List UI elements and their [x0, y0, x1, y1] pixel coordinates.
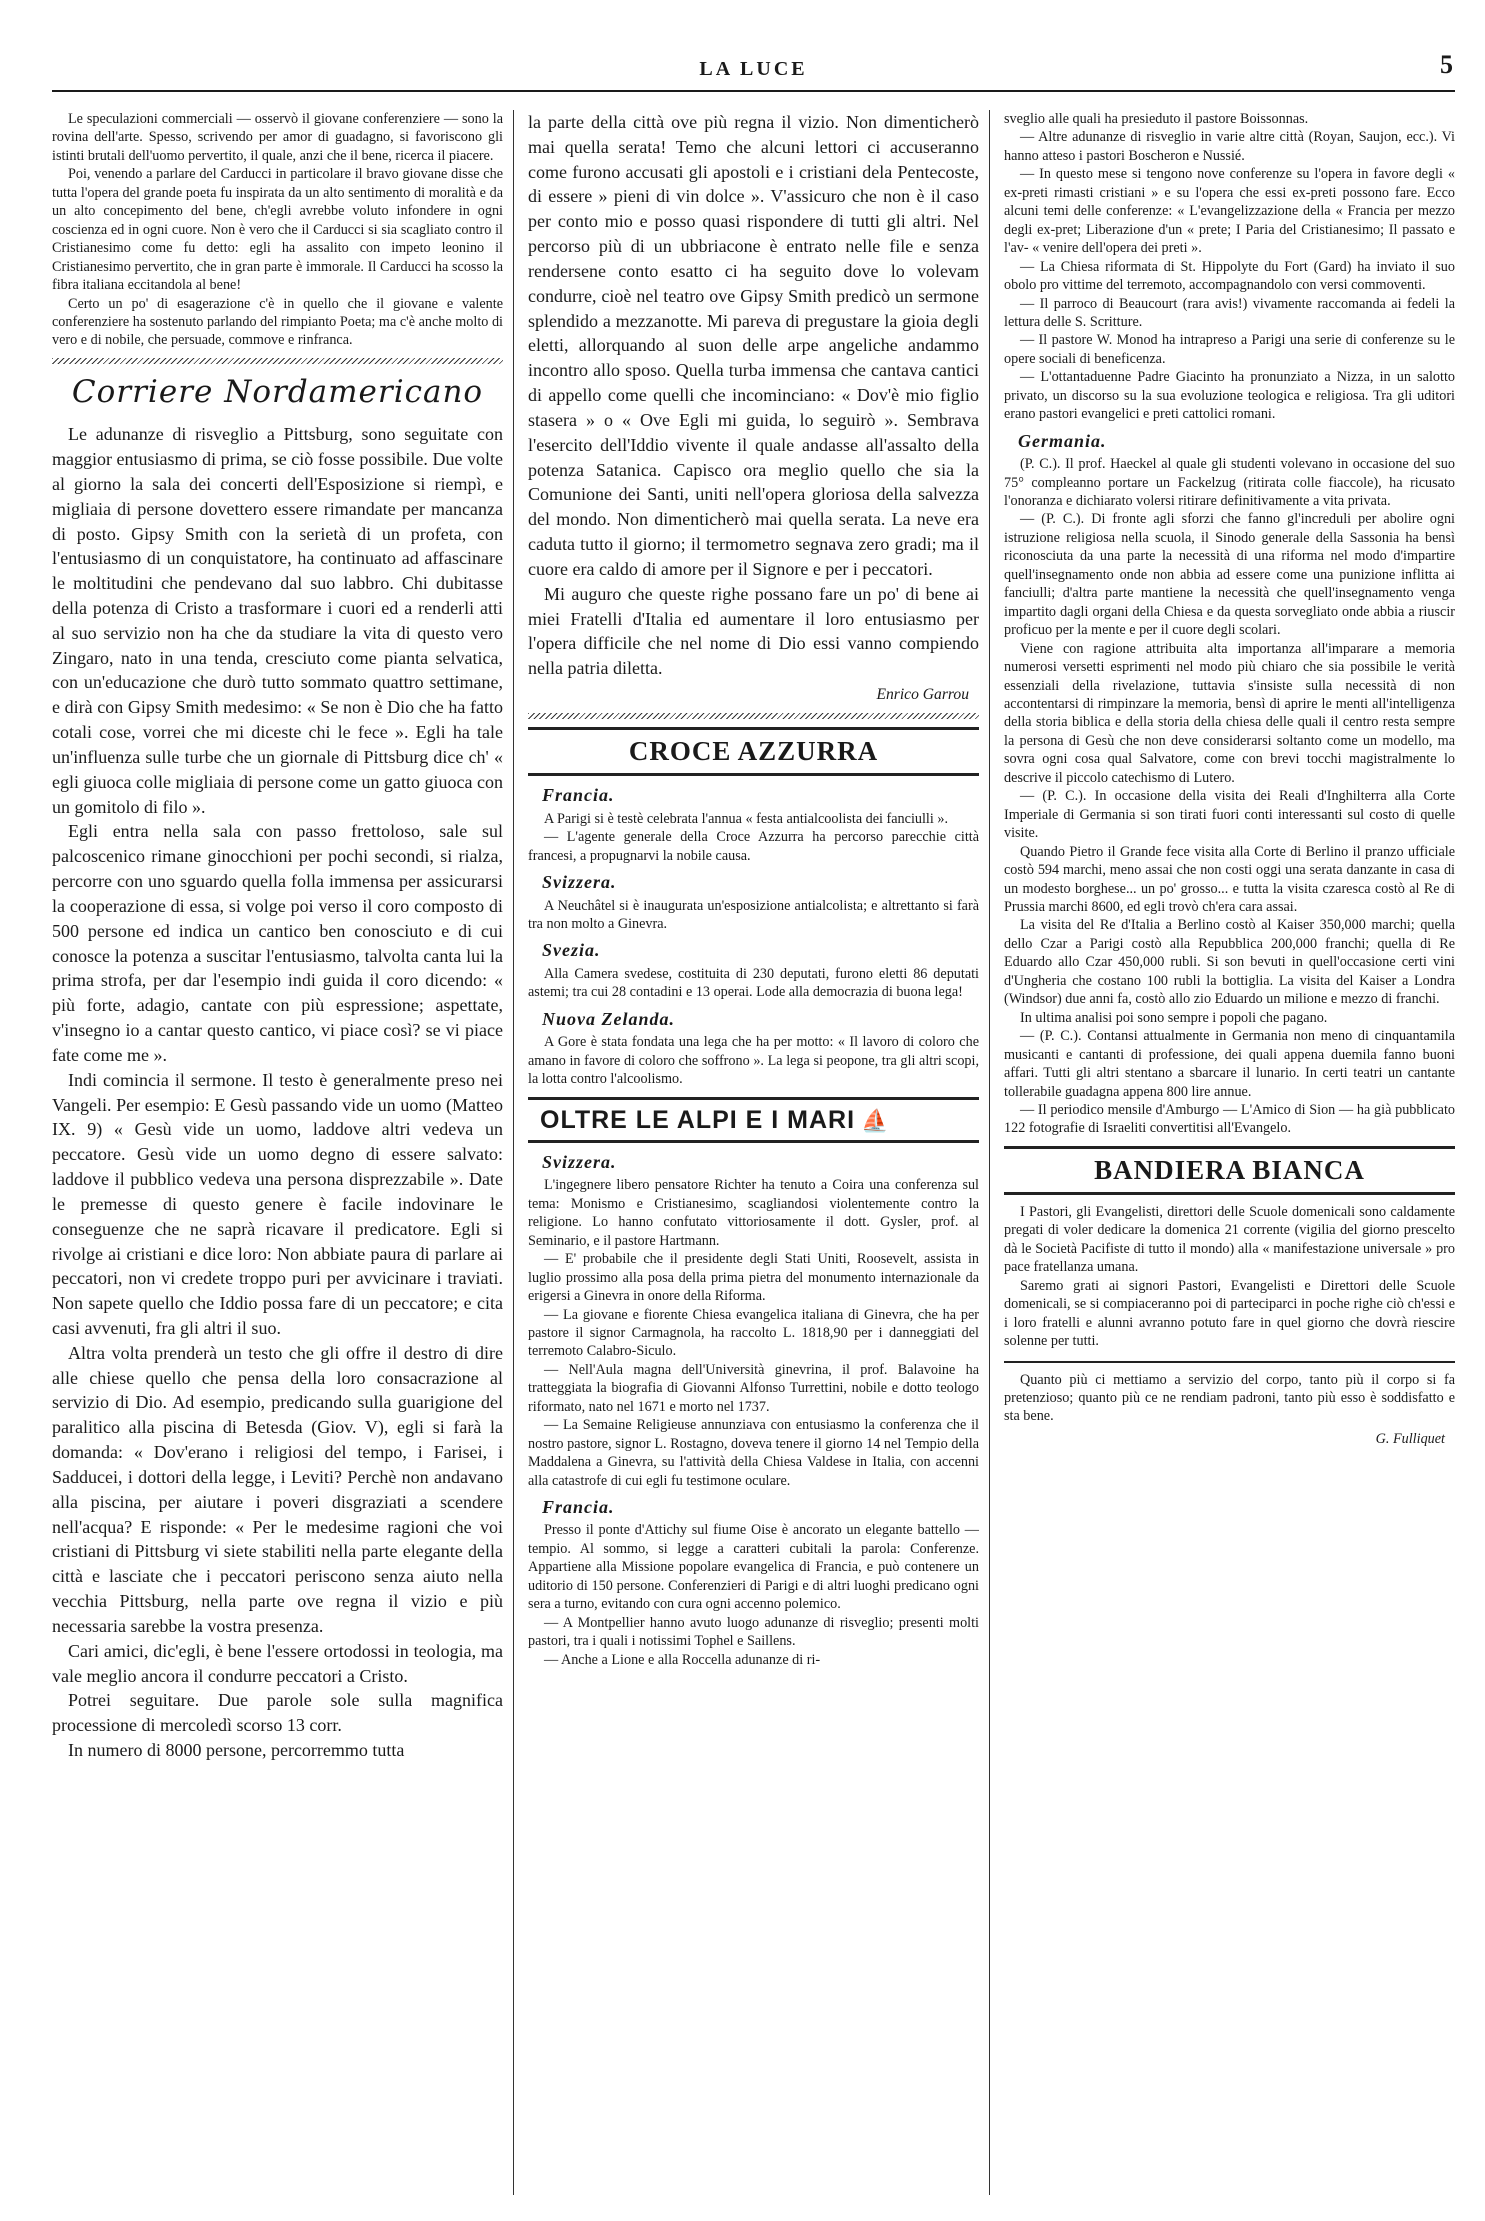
paragraph: Cari amici, dic'egli, è bene l'essere ortodossi in teologia, ma vale meglio ancora il condurre peccatori a Cristo.	[52, 1640, 503, 1686]
page-number: 5	[1440, 50, 1453, 79]
newspaper-title: LA LUCE	[699, 58, 808, 80]
oltre-heading-text: OLTRE LE ALPI E I MARI	[540, 1105, 856, 1134]
paragraph: Altra volta prenderà un testo che gli offre il destro di dire alle chiese quello che pensa della loro consacrazione al servizio di Dio. Ad esempio, predicando sulla guarigione del paralitico alla piscina di Betesda (Giov. V), egli si farà la domanda: « Dov'erano i religiosi del tempo, i Farisei, i Sadducei, i dottori della legge, i Leviti? Perchè non andavano alla piscina, per aiutare i poveri disgraziati a scendere nell'acqua? E risponde: « Per le medesime ragioni che voi cristiani di Pittsburg vi siete stabiliti nella parte elegante della città e lasciate che i peccatori periscono senza aiuto nella vecchia Pittsburg, nella parte ove regna il vizio e più necessaria sarebbe la vostra presenza.	[52, 1342, 503, 1636]
oltre-section	[528, 1151, 979, 1669]
signature: Enrico Garrou	[876, 686, 969, 704]
news-item: L'ingegnere libero pensatore Richter ha tenuto a Coira una conferenza sul tema: Monismo e Cristianesimo, scagliandosi violentemente contro la religione. Lo hanno confutato vittoriosamente il dott. Gysler, prof. al Seminario, e il pastore Hartmann.	[528, 1177, 979, 1249]
quote-box	[1004, 1361, 1455, 1449]
country-heading: Francia.	[542, 785, 615, 806]
news-item: — Altre adunanze di risveglio in varie altre città (Royan, Saujon, ecc.). Vi hanno atteso i pastori Boscheron e Nussié.	[1004, 129, 1455, 164]
news-item: Quando Pietro il Grande fece visita alla Corte di Berlino il pranzo ufficiale costò 594 marchi, meno assai che non costi oggi una serata danzante in casa di un modesto borghese... un po' grosso... e tutta la visita czaresca costò al Re di Prussia marchi 8600, ed egli trovò ch'era cara assai.	[1004, 843, 1455, 915]
news-item: — L'agente generale della Croce Azzurra ha percorso parecchie città francesi, a propugnarvi la nobile causa.	[528, 829, 979, 864]
country-heading: Nuova Zelanda.	[542, 1008, 675, 1029]
carducci-article	[52, 110, 503, 350]
country-heading: Germania.	[1018, 430, 1107, 451]
news-item: Viene con ragione attribuita alta importanza all'imparare a memoria numerosi versetti esprimenti nel modo più chiaro che sia possibile le verità essenziali della rivelazione, tuttavia s'insiste sulla necessità di non accontentarsi di rimpinzare la memoria, bensì di aprire le menti all'intelligenza della storia biblica e della storia della chiesa delle quali il centro resta sempre la persona di Gesù che non deve considerarsi soltanto come un modello, ma sovra ogni cosa qual Salvatore, come con brevi tocchi magistralmente lo descrive il piccolo catechismo di Lutero.	[1004, 640, 1455, 786]
paragraph: Le speculazioni commerciali — osservò il giovane conferenziere — sono la rovina dell'arte. Spesso, scrivendo per amor di guadagno, si favoriscono gli istinti brutali dell'uomo pervertito, il quale, anzi che il bene, ricerca il piacere.	[52, 111, 503, 164]
news-item: — L'ottantaduenne Padre Giacinto ha pronunziato a Nizza, in un salotto privato, un discorso su la sua evoluzione teologica e religiosa. Tra gli uditori erano pastori evangelici e preti cattolici romani.	[1004, 369, 1455, 423]
masthead	[52, 50, 1455, 92]
paragraph: Mi auguro che queste righe possano fare un po' di bene ai miei Fratelli d'Italia ed aumentare il loro entusiasmo per l'opera difficile che nel nome di Dio essi vanno compiendo nella patria diletta.	[528, 583, 979, 679]
news-item: Presso il ponte d'Attichy sul fiume Oise è ancorato un elegante battello — tempio. Al sommo, si legge a caratteri cubitali la parola: Conferenze. Appartiene alla Missione popolare evangelica di Francia, e può contenere un uditorio di 150 persone. Conferenzieri di Parigi e di altri luoghi predicano ogni sera a turno, evitando con cura ogni accenno polemico.	[528, 1522, 979, 1613]
country-heading: Svezia.	[542, 940, 601, 961]
country-heading: Svizzera.	[542, 872, 617, 893]
news-item: — Anche a Lione e alla Roccella adunanze di ri-	[544, 1651, 821, 1668]
paragraph: la parte della città ove più regna il vizio. Non dimenticherò mai quella serata! Temo che alcuni lettori ci accuseranno come furono accusati gli apostoli e i cristiani dela Pentecoste, di essere » pieni di vin dolce ». V'assicuro che non è il caso per conto mio e posso quasi rispondere di tutti gli altri. Nel percorso più di un ubbriacone è entrato nelle file e senza rendersene conto esatto ci ha seguito dove lo volevam condurre, cioè nel teatro ove Gipsy Smith predicò un sermone splendido a mezzanotte. Mi pareva di pregustare la gioia degli eletti, allorquando al suon delle arpe angeliche andammo incontro allo sposo. Quella turba immensa che cantava cantici di appello come quelli che incominciano: « Dov'è mio figlio stasera » o « Ove Egli mi guida, lo seguirò ». Sembrava l'esercito dell'Iddio vivente il quale andasse all'assalto della potenza Satanica. Capisco ora meglio quello che sia la Comunione dei Santi, uniti nell'opera gloriosa della salvezza del mondo. Non dimenticherò mai quella serata. La neve era caduta tutto il giorno; il termometro segnava zero gradi; ma il cuore era caldo di amore per il Signore e per i peccatori.	[528, 112, 979, 579]
paragraph: Poi, venendo a parlare del Carducci in particolare il bravo giovane disse che tutta l'opera del grande poeta fu inspirata da un alto sentimento di moralità e da un alto concepimento del bene, ch'egli avrebbe voluto infondere in ogni coscienza ed in ogni cuore. Non è vero che il Carducci si sia scagliato contro il Cristianesimo come fu detto: egli ha assalito con impeto leonino il Cristianesimo pervertito, che in gran parte è immorale. Il Carducci ha scosso la fibra italiana eccitandola al bene!	[52, 166, 503, 294]
news-item: — La Chiesa riformata di St. Hippolyte du Fort (Gard) ha inviato il suo obolo pro vittime del terremoto, accompagnandolo con versi commoventi.	[1004, 258, 1455, 294]
paragraph: I Pastori, gli Evangelisti, direttori delle Scuole domenicali sono caldamente pregati di voler dedicare la domenica 21 corrente (vigilia del giorno prescelto dà le Società Pacifiste di tutto il mondo) alla « manifestazione universale » pro pace fratellanza umana.	[1004, 1203, 1455, 1276]
news-item: — In questo mese si tengono nove conferenze su l'opera in favore degli « ex-preti rimasti cristiani » e su l'opera che essi ex-preti possono fare. Ecco alcuni temi delle conferenze: « L'evangelizzazione della « Francia per mezzo degli ex-pret; Liberazione d'un « prete; I Paria del Cristianesimo; Il passato e l'av- « venire dell'opera dei preti ».	[1004, 166, 1455, 257]
quote-text: Quanto più ci mettiamo a servizio del corpo, tanto più il corpo si fa pretenzioso; quanto più ce ne rendiam padroni, tanto più esso è soddisfatto e sta bene.	[1004, 1371, 1455, 1425]
news-item: — (P. C.). Di fronte agli sforzi che fanno gl'increduli per abolire ogni istruzione religiosa nella scuola, il Sinodo generale della Sassonia ha bensì riconosciuta da una parte la necessità di una riforma nel modo d'impartire quell'insegnamento onde non abbia ad essere come una punizione inflitta ai fanciulli; d'altra parte mantiene la necessità che quell'insegnamento venga impartito dagli organi della Chiesa e da questa sorvegliato onde abbia a riuscir proficuo per la mente e per il cuore degli scolari.	[1004, 511, 1455, 639]
news-item: A Neuchâtel si è inaugurata un'esposizione antialcolista; e altrettanto si farà tra non molto a Ginevra.	[528, 897, 979, 932]
corriere-article	[52, 422, 503, 1763]
news-item: — La giovane e fiorente Chiesa evangelica italiana di Ginevra, che ha per pastore il signor Carmagnola, ha raccolto L. 1818,90 per i danneggiati del terremoto Calabro-Siculo.	[528, 1306, 979, 1360]
news-item: In ultima analisi poi sono sempre i popoli che pagano.	[1020, 1009, 1328, 1026]
news-item: — La Semaine Religieuse annunziava con entusiasmo la conferenza che il nostro pastore, signor L. Rostagno, doveva tenere il giorno 14 nel Tempio della Maddalena a Ginevra, su l'attività della Chiesa Valdese in Italia, con accenni alla catastrofe di cui egli fu testimone oculare.	[528, 1417, 979, 1489]
column-1	[52, 110, 514, 2195]
news-item: A Gore è stata fondata una lega che ha per motto: « Il lavoro di coloro che amano in favore di coloro che soffrono ». La lega si peopone, tra gli altri scopi, la lotta contro l'alcoolismo.	[528, 1034, 979, 1088]
news-item: sveglio alle quali ha presieduto il pastore Boissonnas.	[1004, 111, 1309, 127]
paragraph: Indi comincia il sermone. Il testo è generalmente preso nei Vangeli. Per esempio: E Gesù passando vide un uomo (Matteo IX. 9) « Gesù vide un uomo, laddove altri vedeva un peccatore. Gesù vide un uomo degno di essere salvato: laddove il pubblico vedeva una persona disprezzabile ». Date le premesse di questo genere è facile indovinare le conseguenze che ne saprà ricavare il predicatore. Egli si rivolge ai cristiani e dice loro: Non abbiate paura di parlare ai peccatori, non vi credete troppo puri per avvicinare i traviati. Non sapete quello che Iddio possa fare di un peccatore; e cita casi avvenuti, fra gli altri il suo.	[52, 1069, 503, 1338]
bandiera-bianca-heading: BANDIERA BIANCA	[1004, 1146, 1455, 1195]
oltre-heading	[528, 1097, 979, 1144]
country-heading: Francia.	[542, 1497, 615, 1518]
paragraph: Saremo grati ai signori Pastori, Evangelisti e Direttori delle Scuole domenicali, se si compiaceranno poi di parteciparci in poche righe ciò ch'essi e i loro fratelli e alunni avranno potuto fare in quel giorno che dovrà riescire solenne per tutti.	[1004, 1277, 1455, 1350]
paragraph: Le adunanze di risveglio a Pittsburg, sono seguitate con maggior entusiasmo di prima, se ciò fosse possibile. Due volte al giorno la sala dei concerti dell'Esposizione si riempì, e migliaia di persone dovettero essere rimandate per mancanza di posto. Gipsy Smith con la serietà di un profeta, con l'entusiasmo di un conquistatore, ha continuato ad affascinare le moltitudini che pendevano dal suo labbro. Chi dubitasse della potenza di Cristo a trasformare i cuori ed a renderli atti al suo servizio non ha che da studiare la vita di questo vero Zingaro, nato in una tenda, cresciuto come pianta selvatica, con un'educazione che durò tutto sommato quattro settimane, e dirà con Gipsy Smith medesimo: « Se non è Dio che ha fatto cotali cose, vorrei che mi diceste chi le fece ». Egli ha tale un'influenza sulle turbe che un giornale di Pittsburg dice ch' « egli giuoca colle migliaia di persone come un gatto giuoca con un gomitolo di filo ».	[52, 424, 503, 817]
columns	[52, 110, 1455, 2195]
ship-icon: ⛵	[861, 1107, 890, 1133]
wavy-divider	[52, 358, 503, 364]
wavy-divider	[528, 713, 979, 719]
news-item: La visita del Re d'Italia a Berlino costò al Kaiser 350,000 marchi; quella dello Czar a Parigi costò alla Repubblica 200,000 franchi; quella di Re Eduardo allo Czar 450,000 rubli. Si son bevuti in quell'occasione certi vini d'Ungheria che costano 100 rubli la bottiglia. La visita del Kaiser a Londra (Windsor) due anni fa, costò allo zio Eduardo un milione e mezzo di franchi.	[1004, 917, 1455, 1008]
paragraph: Certo un po' di esagerazione c'è in quello che il giovane e valente conferenziere ha sostenuto parlando del rimpianto Poeta; ma c'è anche molto di vero e di nobile, che persuade, commove e rinfranca.	[52, 295, 503, 349]
news-item: A Parigi si è testè celebrata l'annua « festa antialcoolista dei fanciulli ».	[544, 810, 948, 827]
news-item: Alla Camera svedese, costituita di 230 deputati, furono eletti 86 deputati astemi; tra cui 28 contadini e 13 operai. Lode alla democrazia di buona lega!	[528, 965, 979, 1001]
news-item: — Il pastore W. Monod ha intrapreso a Parigi una serie di conferenze su le opere sociali di beneficenza.	[1004, 332, 1455, 367]
news-item: (P. C.). Il prof. Haeckel al quale gli studenti volevano in occasione del suo 75° compleanno portare un Fackelzug (ritirata colle fiaccole), ha ricusato l'onoranza e dichiarato volersi ritirare definitivamente a vita privata.	[1004, 456, 1455, 509]
corriere-heading: Corriere Nordamericano	[71, 373, 484, 410]
paragraph: Egli entra nella sala con passo frettoloso, sale sul palcoscenico rimane ginocchioni per pochi secondi, si rialza, percorre con uno sguardo quella folla immensa per assicurarsi la cooperazione di essa, si volge poi verso il coro composto di 500 persone ed indica un cantico ben conosciuto e di cui conosce la potenza a suscitar l'entusiasmo, talvolta canta lui la prima strofa, per dar l'esempio indi guida il coro dicendo: « più forte, adagio, cantate con più espressione; aspettate, v'insegno io a cantar questo cantico, vi piace così? se vi piace fate come me ».	[52, 821, 503, 1065]
news-item: — (P. C.). In occasione della visita dei Reali d'Inghilterra alla Corte Imperiale di Germania si son tirati fuori conti interessanti sul costo di quelle visite.	[1004, 788, 1455, 842]
column-3	[1004, 110, 1455, 2195]
news-item: — Nell'Aula magna dell'Università ginevrina, il prof. Balavoine ha tratteggiata la biografia di Giovanni Alfonso Turrettini, nobile e dotto teologo riformato, nato nel 1671 e morto nel 1737.	[528, 1361, 979, 1415]
news-item: — (P. C.). Contansi attualmente in Germania non meno di cinquantamila musicanti e cantanti di professione, dei quali appena duemila fanno buoni affari. Tutti gli altri stentano a sbarcare il lunario. In certi teatri un cantante tollerabile guadagna appena 800 lire annue.	[1004, 1028, 1455, 1100]
news-item: — E' probabile che il presidente degli Stati Uniti, Roosevelt, assista in luglio prossimo alla posa della prima pietra del monumento internazionale da erigersi a Ginevra in onore della Riforma.	[528, 1251, 979, 1305]
news-item: — Il periodico mensile d'Amburgo — L'Amico di Sion — ha già pubblicato 122 fotografie di Israeliti convertitisi all'Evangelo.	[1004, 1101, 1455, 1137]
croce-azzurra-section	[528, 784, 979, 1088]
croce-azzurra-heading: CROCE AZZURRA	[528, 727, 979, 776]
news-item: — Il parroco di Beaucourt (rara avis!) vivamente raccomanda ai fedeli la lettura delle S. Scritture.	[1004, 295, 1455, 330]
country-heading: Svizzera.	[542, 1152, 617, 1172]
column-2	[528, 110, 990, 2195]
paragraph: Potrei seguitare. Due parole sole sulla magnifica processione di mercoledì scorso 13 corr.	[52, 1690, 503, 1736]
corriere-continuation	[528, 110, 979, 681]
news-item: — A Montpellier hanno avuto luogo adunanze di risveglio; presenti molti pastori, tra i quali i notissimi Tophel e Saillens.	[528, 1614, 979, 1650]
paragraph: In numero di 8000 persone, percorremmo tutta	[68, 1740, 405, 1761]
quote-author: G. Fulliquet	[1375, 1430, 1445, 1447]
